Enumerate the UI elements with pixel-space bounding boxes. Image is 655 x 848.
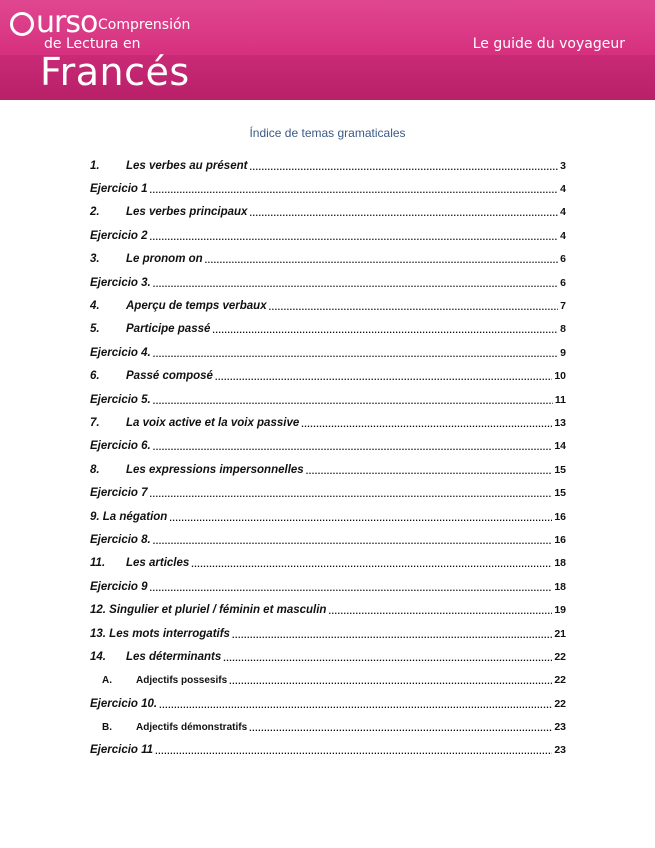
toc-entry[interactable] (90, 388, 566, 411)
toc-entry[interactable] (90, 224, 566, 247)
toc-entry-page: 3 (560, 159, 566, 172)
toc-dot-leader (153, 442, 553, 452)
toc-entry[interactable] (90, 575, 566, 598)
toc-entry[interactable] (90, 458, 566, 481)
toc-entry[interactable] (90, 481, 566, 504)
toc-entry-page: 4 (560, 229, 566, 242)
toc-entry[interactable] (90, 248, 566, 271)
toc-entry-title: Les expressions impersonnelles (126, 463, 304, 476)
toc-entry-title: Adjectifs possesifs (136, 674, 228, 686)
toc-entry-number: 6. (90, 370, 100, 383)
toc-dot-leader (229, 676, 552, 686)
toc-entry[interactable] (90, 341, 566, 364)
toc-dot-leader (223, 653, 552, 663)
toc-entry-title: Passé composé (126, 370, 213, 383)
toc-entry[interactable] (90, 318, 566, 341)
toc-entry-title: Ejercicio 2 (90, 229, 148, 242)
toc-entry-page: 14 (554, 440, 566, 453)
toc-entry-page: 22 (554, 697, 566, 710)
guide-title: Le guide du voyageur (472, 36, 625, 52)
toc-dot-leader (150, 232, 559, 242)
toc-entry-title: Ejercicio 7 (90, 487, 148, 500)
toc-entry[interactable] (90, 505, 566, 528)
toc-entry-title: Les déterminants (126, 650, 222, 663)
toc-entry-title: Ejercicio 5. (90, 393, 151, 406)
toc-dot-leader (153, 349, 558, 359)
toc-entry-page: 4 (560, 183, 566, 196)
toc-entry-title: Ejercicio 3. (90, 276, 151, 289)
toc-entry-page: 18 (554, 557, 566, 570)
logo-word: urso (36, 5, 98, 40)
toc-entry[interactable] (90, 715, 566, 738)
toc-entry-page: 10 (554, 370, 566, 383)
toc-entry[interactable] (90, 154, 566, 177)
toc-dot-leader (249, 723, 552, 733)
curso-logo (10, 5, 98, 40)
toc-dot-leader (301, 419, 552, 429)
toc-entry-page: 4 (560, 206, 566, 219)
toc-entry[interactable] (90, 177, 566, 200)
toc-entry-page: 18 (554, 580, 566, 593)
toc-dot-leader (150, 583, 553, 593)
toc-entry-title: La voix active et la voix passive (126, 416, 300, 429)
toc-entry-page: 16 (554, 533, 566, 546)
logo-line-2: de Lectura en (44, 36, 141, 52)
table-of-contents (90, 154, 566, 762)
logo-line-3: Francés (40, 50, 190, 94)
toc-entry-page: 22 (554, 674, 566, 687)
toc-entry-title: Participe passé (126, 323, 211, 336)
toc-entry-number: 4. (90, 300, 100, 313)
toc-entry[interactable] (90, 622, 566, 645)
toc-entry-title: Les verbes principaux (126, 206, 248, 219)
toc-entry-title: 12. Singulier et pluriel / féminin et masculin (90, 604, 327, 617)
toc-entry-page: 19 (554, 604, 566, 617)
toc-dot-leader (205, 255, 558, 265)
toc-entry[interactable] (90, 669, 566, 692)
toc-entry-title: Ejercicio 6. (90, 440, 151, 453)
toc-entry-page: 13 (554, 416, 566, 429)
toc-entry-title: Les verbes au présent (126, 159, 248, 172)
toc-entry-number: 11. (90, 557, 106, 570)
toc-entry-title: 13. Les mots interrogatifs (90, 627, 230, 640)
toc-entry-title: 9. La négation (90, 510, 168, 523)
toc-entry-page: 21 (554, 627, 566, 640)
toc-entry[interactable] (90, 294, 566, 317)
toc-dot-leader (191, 559, 552, 569)
toc-dot-leader (159, 700, 552, 710)
toc-dot-leader (215, 372, 552, 382)
toc-entry-page: 11 (554, 393, 566, 406)
toc-entry-title: Ejercicio 11 (90, 744, 154, 757)
toc-entry-page: 6 (560, 253, 566, 266)
toc-entry-page: 7 (560, 300, 566, 313)
toc-entry-title: Ejercicio 10. (90, 697, 158, 710)
toc-dot-leader (212, 325, 558, 335)
toc-entry-page: 23 (554, 721, 566, 734)
toc-entry-title: Ejercicio 9 (90, 580, 148, 593)
toc-entry[interactable] (90, 598, 566, 621)
toc-dot-leader (150, 489, 553, 499)
toc-entry[interactable] (90, 435, 566, 458)
toc-entry[interactable] (90, 411, 566, 434)
toc-entry-page: 8 (560, 323, 566, 336)
toc-entry-title: Ejercicio 1 (90, 183, 148, 196)
toc-entry-title: Les articles (126, 557, 190, 570)
toc-entry-number: 5. (90, 323, 100, 336)
toc-dot-leader (153, 536, 553, 546)
logo-ring-icon (10, 12, 34, 36)
toc-entry-number: 3. (90, 253, 100, 266)
header-banner (0, 0, 655, 100)
toc-entry[interactable] (90, 645, 566, 668)
toc-dot-leader (155, 746, 552, 756)
toc-entry-page: 6 (560, 276, 566, 289)
toc-entry[interactable] (90, 692, 566, 715)
toc-entry[interactable] (90, 739, 566, 762)
toc-entry-page: 15 (554, 487, 566, 500)
toc-dot-leader (328, 606, 552, 616)
toc-dot-leader (249, 162, 558, 172)
toc-entry-page: 15 (554, 463, 566, 476)
toc-entry-number: 8. (90, 463, 100, 476)
toc-entry[interactable] (90, 271, 566, 294)
toc-entry-number: B. (102, 721, 112, 733)
toc-entry-number: 1. (90, 159, 100, 172)
toc-dot-leader (232, 630, 552, 640)
toc-entry-number: A. (102, 674, 112, 686)
toc-dot-leader (249, 208, 558, 218)
toc-entry-number: 7. (90, 416, 100, 429)
toc-entry-page: 16 (554, 510, 566, 523)
toc-entry[interactable] (90, 365, 566, 388)
toc-dot-leader (150, 185, 559, 195)
logo-line-1: Comprensión (98, 17, 191, 33)
toc-dot-leader (169, 513, 552, 523)
toc-entry-title: Le pronom on (126, 253, 203, 266)
toc-heading: Índice de temas gramaticales (249, 126, 406, 140)
toc-entry-page: 23 (554, 744, 566, 757)
toc-dot-leader (306, 466, 553, 476)
toc-entry-title: Ejercicio 8. (90, 533, 151, 546)
toc-dot-leader (153, 396, 553, 406)
toc-entry-number: 2. (90, 206, 100, 219)
toc-entry-title: Adjectifs démonstratifs (136, 721, 248, 733)
toc-entry[interactable] (90, 552, 566, 575)
toc-entry-page: 22 (554, 650, 566, 663)
toc-entry[interactable] (90, 201, 566, 224)
toc-entry-page: 9 (560, 346, 566, 359)
toc-entry-number: 14. (90, 650, 106, 663)
toc-entry[interactable] (90, 528, 566, 551)
toc-dot-leader (269, 302, 559, 312)
toc-entry-title: Ejercicio 4. (90, 346, 151, 359)
toc-entry-title: Aperçu de temps verbaux (126, 300, 267, 313)
toc-dot-leader (153, 279, 558, 289)
